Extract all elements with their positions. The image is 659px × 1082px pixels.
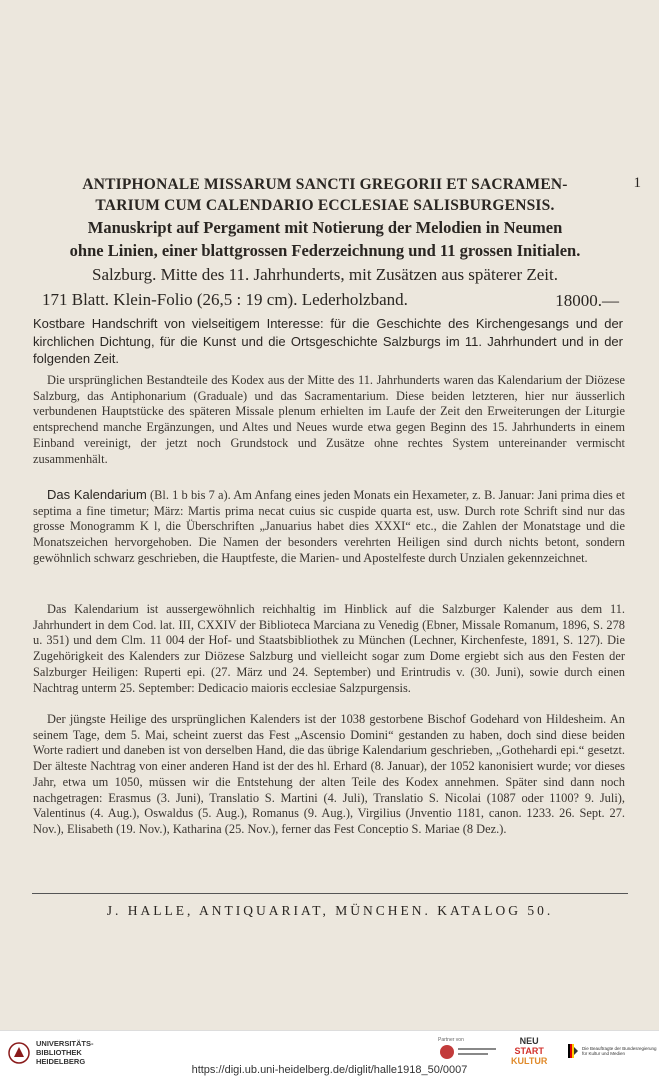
- entry-subtitle-line2: ohne Linien, einer blattgrossen Federzeichnung und 11 grossen Initialen.: [69, 241, 581, 260]
- catalog-footer-line: J. HALLE, ANTIQUARIAT, MÜNCHEN. KATALOG 50.: [106, 903, 554, 918]
- neustart-line2: START: [514, 1046, 544, 1056]
- entry-interest-note: Kostbare Handschrift von vielseitigem Interesse: für die Geschichte des Kirchengesangs und der kirchlichen Dichtung, für die Kunst und die Ortsgeschichte Salzburgs im 11. Jahrhundert und in der folgenden Zeit.: [33, 316, 623, 366]
- paragraph-origins: Die ursprünglichen Bestandteile des Kodex aus der Mitte des 11. Jahrhunderts waren das Kalendarium der Diözese Salzburg, das Antiphonarium (Graduale) und das Sacramentarium. Diese beiden letzteren, hier nur äusserlich verbundenen Hauptstücke des späteren Missale plenum erhielten im Laufe der Zeit den Erweiterungen der Liturgie entsprechend manche Ergänzungen, und Altes und Neues wurde etwa gegen Beginn des 15. Jahrhunderts in einem Einband vereinigt, der jetzt noch Grundstock und Zusätze ohne rechtes System untereinander vermischt zusammenhält.: [33, 373, 625, 466]
- bkm-name: [582, 1046, 657, 1057]
- entry-subtitle-line1: Manuskript auf Pergament mit Notierung der Melodien in Neumen: [87, 218, 563, 237]
- library-name-line3: HEIDELBERG: [36, 1057, 86, 1066]
- paragraph-comparison: Das Kalendarium ist aussergewöhnlich reichhaltig im Hinblick auf die Salzburger Kalender aus dem 11. Jahrhundert in dem Cod. lat. III, CXXIV der Biblioteca Marciana zu Venedig (Ebner, Missale Romanum, 1896, S. 278 u. 351) und dem Clm. 11 004 der Hof- und Staatsbibliothek zu München (Lechner, Kirchenfeste, 1891, S. 127). Die Zugehörigkeit des Kalenders zur Diözese Salzburg und vielleicht sogar zum Dome ergiebt sich aus den Festen der Salzburger Heiligen: Ruperti epi. (27. März und 24. September) und Erintrudis v. (30. Juni), sowie durch einen Nachtrag unterm 25. September: Dedicacio maioris ecclesiae Salzpurgensis.: [33, 602, 625, 695]
- paragraph-kalendarium-lead: Das Kalendarium: [47, 487, 147, 502]
- bkm-line1: Die Beauftragte der Bundesregierung: [582, 1045, 657, 1051]
- entry-heading-line2: TARIUM CUM CALENDARIO ECCLESIAE SALISBURGENSIS.: [95, 197, 555, 214]
- paragraph-kalendarium: [33, 487, 625, 567]
- ub-heidelberg-name: [36, 1039, 94, 1066]
- neustart-line3: KULTUR: [511, 1056, 548, 1066]
- page-url[interactable]: https://digi.ub.uni-heidelberg.de/diglit/halle1918_50/0007: [191, 1064, 468, 1076]
- entry-price: 18000.—: [555, 291, 619, 310]
- university-seal-icon: [8, 1042, 30, 1064]
- ub-heidelberg-logo[interactable]: [8, 1039, 94, 1066]
- library-name-line1: UNIVERSITÄTS-: [36, 1039, 94, 1048]
- partner-logo[interactable]: [438, 1037, 498, 1065]
- neustart-kultur-logo[interactable]: [511, 1036, 547, 1066]
- federal-eagle-icon: [568, 1044, 578, 1058]
- partner-emblem-icon: [438, 1043, 498, 1061]
- entry-heading-line1: ANTIPHONALE MISSARUM SANCTI GREGORII ET SACRAMEN-: [82, 176, 568, 193]
- paragraph-saints: Der jüngste Heilige des ursprünglichen Kalenders ist der 1038 gestorbene Bischof Godehard von Hildesheim. An seinem Tage, dem 5. Mai, scheint zuerst das Fest „Ascensio Domini“ gestanden zu haben, doch sind diese beiden Worte radiert und daneben ist von derselben Hand, die das übrige Kalendarium geschrieben, „Gothehardi epi.“ gesetzt. Der älteste Nachtrag von einer anderen Hand ist der des hl. Erhard (8. Januar), der 1052 kanonisiert wurde; vor dieses Jahr, etwa um 1050, müssen wir die Entstehung der alten Teile des Kodex annehmen. Später sind dann noch nachgetragen: Erasmus (3. Juni), Translatio S. Martini (4. Juli), Translatio S. Nicolai (1087 oder 1100? 9. Juli), Valentinus (4. Aug.), Oswaldus (5. Aug.), Romanus (9. Aug.), Virgilius (Jnventio 1181, canon. 1233. 26. Sept. 27. Nov.), Elisabeth (19. Nov.), Katharina (25. Nov.), ferner das Fest Conceptio S. Mariae (8 Dez.).: [33, 712, 625, 836]
- paragraph-kalendarium-text: (Bl. 1 b bis 7 a). Am Anfang eines jeden Monats ein Hexameter, z. B. Januar: Jani prima dies et septima a fine timetur; März: Martis prima necat cuius sic cuspide quarta est, usw. Durch rote Schrift sind nur das grosse Monogramm K l, die Überschriften „Januarius habet dies XXXI“ etc., die Zahlen der Monatstage und die Monatszeichen hervorgehoben. Die Namen der besonders verehrten Heiligen sind durch nichts betont, sondern gewöhnlich schwarz geschrieben, die Hauptfeste, die Marien- und Apostelfeste durch Unzialen gekennzeichnet.: [33, 488, 625, 565]
- viewer-footer: [0, 1030, 659, 1082]
- neustart-line1: NEU: [519, 1036, 539, 1046]
- footer-divider: [32, 893, 628, 894]
- entry-origin-line: Salzburg. Mitte des 11. Jahrhunderts, mit Zusätzen aus späterer Zeit.: [92, 265, 558, 284]
- entry-format-line: 171 Blatt. Klein-Folio (26,5 : 19 cm). Lederholzband.: [42, 290, 408, 309]
- bkm-logo[interactable]: [568, 1044, 657, 1058]
- lot-number: 1: [633, 175, 641, 191]
- bkm-line2: für Kultur und Medien: [582, 1051, 626, 1056]
- library-name-line2: BIBLIOTHEK: [36, 1048, 82, 1057]
- partner-label: Partner von: [438, 1037, 464, 1043]
